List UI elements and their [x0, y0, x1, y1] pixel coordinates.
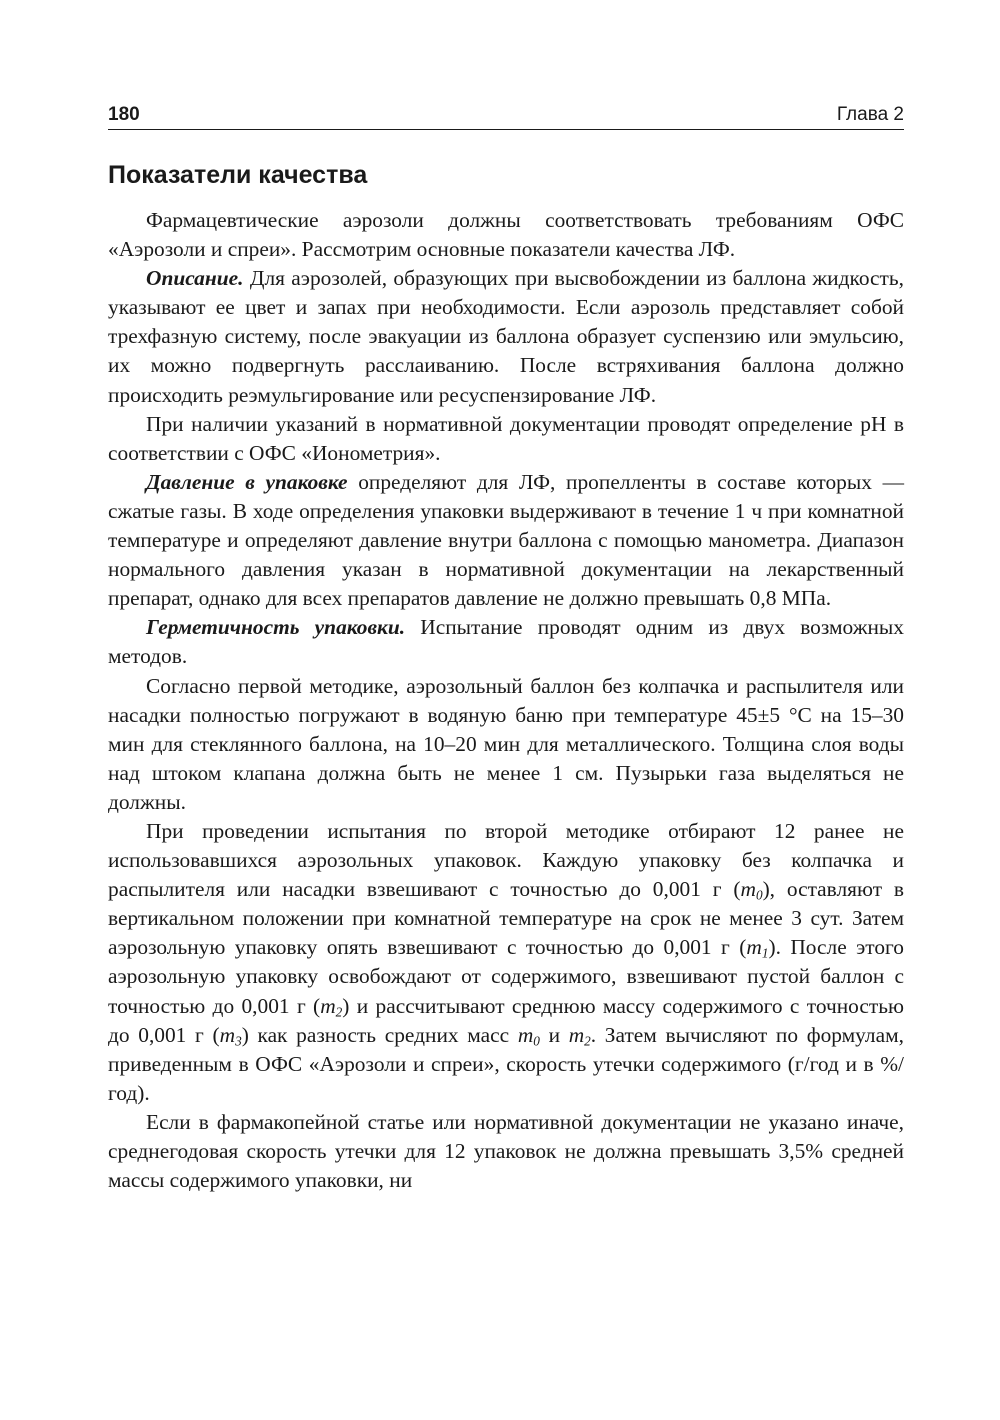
variable-subscript: 0 [533, 1032, 540, 1048]
paragraph-text: ) и рассчитывают среднюю массу содержимого с точностью до 0,001 г ( [108, 993, 904, 1047]
variable-m0 [518, 1023, 540, 1047]
variable-letter: m [746, 935, 762, 960]
paragraph-text: Согласно первой методике, аэрозольный баллон без колпачка и распылителя или насадки полностью погружают в водяную баню при температуре 45±5 °С на 15–30 мин для стеклянного баллона, на 10–20 мин для металлического. Толщина слоя воды над штоком клапана должна быть не менее 1 см. Пузырьки газа выделяться не должны. [108, 673, 904, 814]
variable-letter: m [568, 1022, 585, 1047]
run-in-heading: Описание. [146, 266, 244, 291]
paragraph-text: ). После этого аэрозольную упаковку освобождают от содержимого, взвешивают пустой баллон с точностью до 0,001 г ( [108, 935, 904, 1018]
paragraph-intro [108, 206, 904, 264]
paragraph-text: При проведении испытания по второй методике отбирают 12 ранее не использовавшихся аэрозольных упаковок. Каждую упаковку без колпачка и распылителя или насадки взвешивают с точностью до 0,001 г ( [108, 818, 904, 902]
paragraph-text: . Затем вычисляют по формулам, приведенным в ОФС «Аэрозоли и спреи», скорость утечки содержимого (г/год и в %/год). [108, 1022, 904, 1105]
paragraph-text: определяют для ЛФ, пропелленты в составе которых — сжатые газы. В ходе определения упаковки выдерживают в течение 1 ч при комнатной температуре и определяют давление внутри баллона с помощью манометра. Диапазон нормального давления указан в нормативной документации на лекарственный препарат, однако для всех препаратов давление не должно превышать 0,8 МПа. [108, 469, 904, 611]
variable-letter: m [740, 877, 756, 902]
run-in-heading: Давление в упаковке [146, 469, 348, 494]
paragraph-text: Если в фармакопейной статье или нормативной документации не указано иначе, среднегодовая скорость утечки для 12 упаковок не должна превышать 3,5% средней массы содержимого упаковки, ни [108, 1109, 904, 1193]
paragraph-pressure [108, 468, 904, 613]
run-in-heading: Герметичность упаковки. [146, 615, 406, 640]
variable-letter: m [320, 993, 336, 1018]
variable-m2 [569, 1023, 591, 1047]
paragraph-ph [108, 410, 904, 468]
paragraph-text: Испытание проводят одним из двух возможных методов. [108, 615, 904, 669]
variable-m3 [220, 1023, 242, 1047]
paragraph-leak-rate [108, 1108, 904, 1195]
variable-m2 [320, 994, 342, 1018]
paragraph-tightness [108, 613, 904, 671]
header-rule [108, 129, 904, 130]
paragraph-text: При наличии указаний в нормативной документации проводят определение рН в соответствии с ОФС «Ионометрия». [108, 411, 904, 465]
variable-letter: m [219, 1022, 236, 1047]
paragraph-text: и [539, 1022, 569, 1047]
variable-m1 [746, 935, 768, 959]
paragraph-method-one [108, 672, 904, 817]
running-head [108, 100, 904, 130]
variable-subscript: 1 [761, 945, 769, 961]
chapter-label: Глава 2 [836, 104, 904, 125]
variable-subscript: 2 [335, 1003, 343, 1019]
section-title: Показатели качества [108, 161, 368, 189]
paragraph-description [108, 264, 904, 409]
body-text [108, 206, 904, 1195]
variable-m0 [740, 877, 762, 901]
variable-subscript: 2 [584, 1032, 591, 1048]
variable-subscript: 0 [755, 887, 763, 903]
paragraph-text: Фармацевтические аэрозоли должны соответствовать требованиям ОФС «Аэрозоли и спреи». Рассмотрим основные показатели качества ЛФ. [108, 208, 904, 262]
paragraph-method-two [108, 817, 904, 1108]
paragraph-text: Для аэрозолей, образующих при высвобождении из баллона жидкость, указывают ее цвет и запах при необходимости. Если аэрозоль представляет собой трехфазную систему, после эвакуации из баллона образует суспензию или эмульсию, их можно подвергнуть расслаиванию. После встряхивания баллона должно происходить реэмульгирование или ресуспензирование ЛФ. [108, 266, 904, 407]
paragraph-text: ), оставляют в вертикальном положении при комнатной температуре на срок не менее 3 сут. Затем аэрозольную упаковку опять взвешивают с точностью до 0,001 г ( [108, 877, 904, 960]
variable-letter: m [517, 1022, 534, 1047]
page-number: 180 [108, 104, 140, 125]
paragraph-text: ) как разность средних масс [241, 1022, 518, 1047]
variable-subscript: 3 [235, 1032, 242, 1048]
